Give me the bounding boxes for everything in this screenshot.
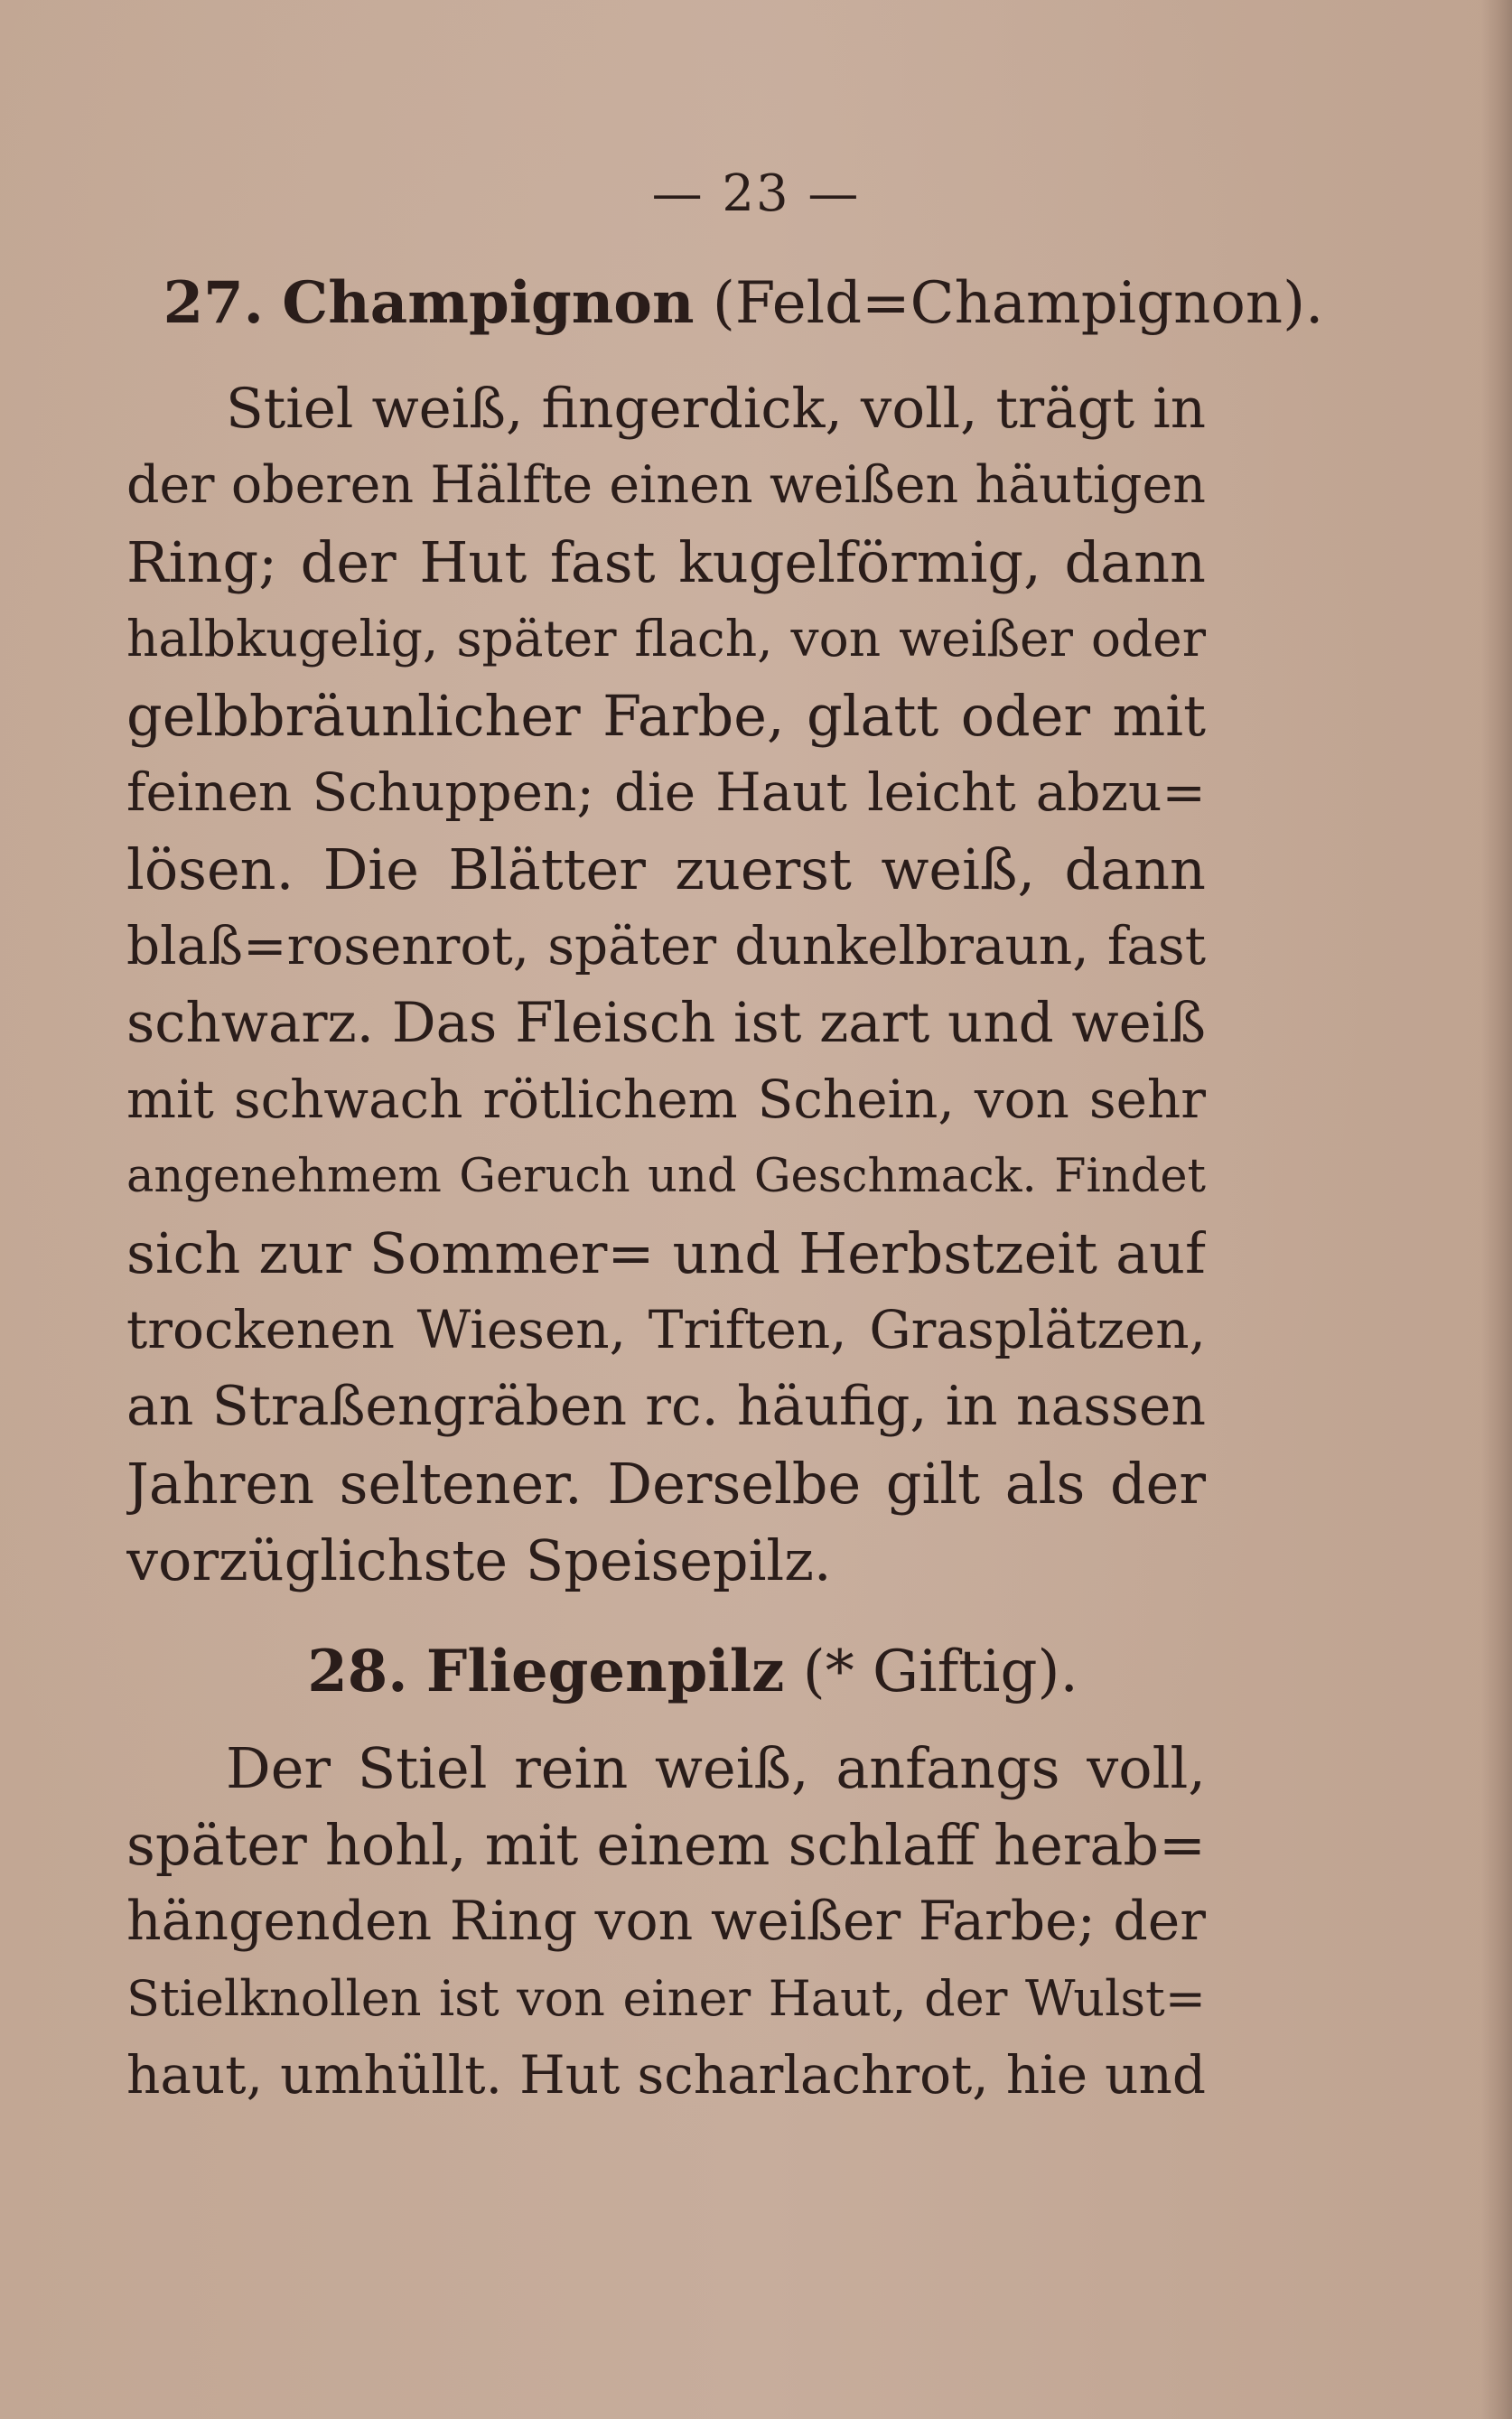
text-line: feinen Schuppen; die Haut leicht abzu= — [126, 761, 1206, 823]
section-qualifier: (* Giftig). — [802, 1639, 1078, 1705]
section-heading-28 — [0, 1639, 1449, 1705]
section-body-27 — [126, 370, 1206, 1599]
text-line: gelbbräunlicher Farbe, glatt oder mit — [126, 683, 1206, 749]
text-line: blaß=rosenrot, später dunkelbraun, fast — [126, 915, 1206, 976]
text-line: sich zur Sommer= und Herbstzeit auf — [126, 1220, 1206, 1286]
text-line: an Straßengräben rc. häufig, in nassen — [126, 1375, 1206, 1438]
section-number: 27. — [163, 269, 264, 337]
section-number: 28. — [307, 1638, 408, 1705]
section-qualifier: (Feld=Champignon). — [712, 270, 1324, 337]
text-line: lösen. Die Blätter zuerst weiß, dann — [126, 836, 1206, 902]
text-line: der oberen Hälfte einen weißen häutigen — [126, 455, 1206, 515]
section-title: Fliegenpilz — [425, 1638, 785, 1705]
text-line: Ring; der Hut fast kugelförmig, dann — [126, 529, 1206, 595]
text-line: Stielknollen ist von einer Haut, der Wulst= — [126, 1970, 1206, 2027]
text-line: halbkugelig, später flach, von weißer oder — [126, 610, 1206, 668]
section-title: Champignon — [282, 269, 695, 337]
text-line: Der Stiel rein weiß, anfangs voll, — [226, 1735, 1206, 1801]
text-line: trockenen Wiesen, Triften, Grasplätzen, — [126, 1299, 1206, 1360]
section-heading-27 — [0, 271, 1499, 336]
text-line: vorzüglichste Speisepilz. — [126, 1527, 832, 1593]
text-line: Stiel weiß, fingerdick, voll, trägt in — [226, 377, 1206, 441]
section-body-28 — [126, 1730, 1206, 2114]
text-line: haut, umhüllt. Hut scharlachrot, hie und — [126, 2044, 1206, 2106]
text-line: hängenden Ring von weißer Farbe; der — [126, 1890, 1206, 1953]
page-number: — 23 — — [651, 164, 861, 223]
text-line: Jahren seltener. Derselbe gilt als der — [126, 1451, 1206, 1517]
text-line: schwarz. Das Fleisch ist zart und weiß — [126, 991, 1206, 1055]
text-line: angenehmem Geruch und Geschmack. Findet — [126, 1150, 1206, 1203]
page-edge-shadow — [1481, 0, 1512, 2419]
text-line: später hohl, mit einem schlaff herab= — [126, 1812, 1206, 1878]
text-line: mit schwach rötlichem Schein, von sehr — [126, 1069, 1206, 1130]
